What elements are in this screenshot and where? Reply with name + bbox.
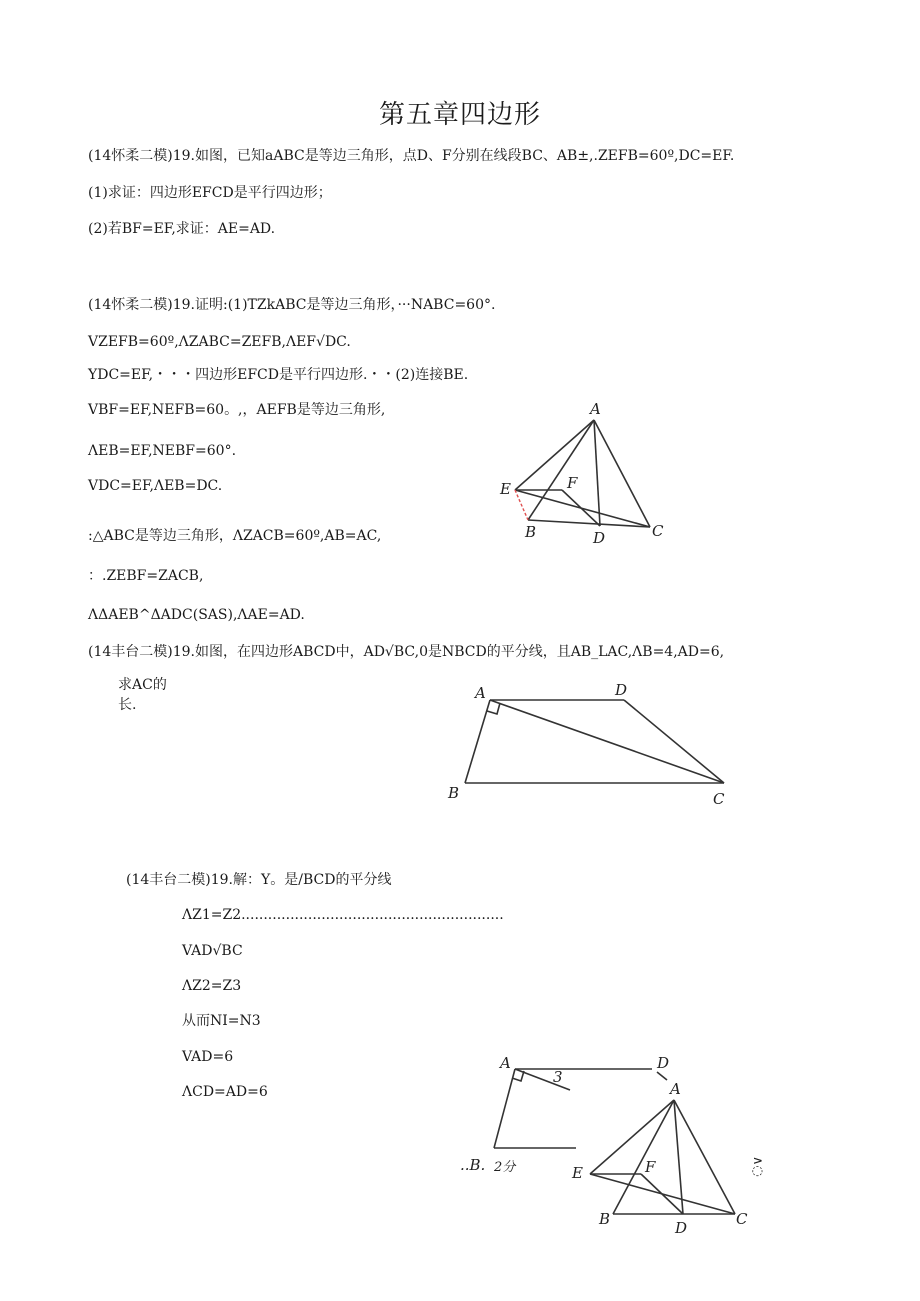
problem1-question: (14怀柔二模)19.如图，已知aABC是等边三角形，点D、F分别在线段BC、AB±,.ZEFB=60º,DC=EF.	[88, 148, 735, 164]
fig3-tri-ad	[674, 1100, 683, 1214]
solution1-line: YDC=EF,・・・四边形EFCD是平行四边形.・・(2)连接BE.	[88, 367, 469, 383]
solution1-line: :△ABC是等边三角形，ΛZACB=60º,AB=AC,	[88, 528, 382, 544]
fig3-right-angle-mark	[512, 1071, 524, 1081]
fig3-tri-fd	[641, 1174, 683, 1214]
solution1-line: VDC=EF,ΛEB=DC.	[88, 478, 223, 494]
fig3-tri-ec	[590, 1174, 735, 1214]
fig1-label-a: A	[590, 400, 601, 418]
fig1-label-b: B	[525, 523, 537, 541]
fig3-label-e: E	[572, 1164, 583, 1182]
fig2-diagonal-ac	[490, 700, 724, 783]
fig1-label-c: C	[652, 522, 664, 540]
fig3-trap-tick	[515, 1069, 570, 1090]
fig1-line-ae	[515, 420, 594, 490]
solution1-line: ΛEB=EF,NEBF=60°.	[88, 443, 237, 459]
fig3-label-b-trap: ..B.	[460, 1156, 486, 1174]
fig1-side-ac	[594, 420, 650, 527]
fig1-line-ec	[515, 490, 650, 527]
fig1-dashed-eb	[515, 490, 528, 520]
fig3-label-d-trap: D	[657, 1054, 670, 1072]
fig3-label-b-tri: B	[599, 1210, 611, 1228]
fig1-label-d: D	[593, 529, 606, 547]
fig3-trap-ab	[494, 1069, 515, 1148]
fig1-label-e: E	[500, 480, 511, 498]
fig2-label-b: B	[448, 784, 460, 802]
fig1-line-ad	[594, 420, 600, 526]
fig2-label-c: C	[713, 790, 725, 808]
fig3-side-mark: ∧◌	[750, 1156, 765, 1177]
fig3-tri-ae	[590, 1100, 674, 1174]
fig1-side-bc	[528, 520, 650, 527]
fig3-tri-ac	[674, 1100, 735, 1214]
fig2-label-d: D	[615, 681, 628, 699]
problem2-question-cont: 长.	[118, 697, 137, 713]
problem2-question: (14丰台二模)19.如图，在四边形ABCD中，AD√BC,0是NBCD的平分线，且AB_LAC,ΛB=4,AD=6,	[88, 644, 725, 660]
fig2-side-dc	[624, 700, 724, 783]
solution2-line: VAD=6	[182, 1049, 234, 1065]
solution2-line: 从而NI=N3	[182, 1013, 261, 1029]
fig3-label-d-tri: D	[675, 1219, 688, 1237]
problem1-part2: (2)若BF=EF,求证：AE=AD.	[88, 221, 276, 237]
fig3-label-2fen: 2分	[494, 1160, 516, 1175]
fig3-label-a-tri: A	[670, 1080, 681, 1098]
solution2-header: (14丰台二模)19.解：Y。是/BCD的平分线	[126, 872, 392, 888]
fig1-line-fd	[562, 490, 600, 526]
fig3-label-f: F	[645, 1158, 656, 1176]
solution2-line: ΛZ2=Z3	[182, 978, 242, 994]
fig3-label-c: C	[736, 1210, 748, 1228]
solution1-line: (14怀柔二模)19.证明:(1)TZkABC是等边三角形，···NABC=60°.	[88, 297, 496, 313]
fig2-side-ab	[465, 700, 490, 783]
fig1-side-ab	[528, 420, 594, 520]
fig2-right-angle-mark	[487, 703, 500, 714]
page-title: 第五章四边形	[378, 100, 541, 130]
fig3-label-3: 3	[553, 1068, 563, 1086]
solution2-line: ΛZ1=Z2...........................................................	[182, 907, 504, 923]
solution1-line: ΛΔAEB^ΔADC(SAS),ΛAE=AD.	[88, 607, 305, 623]
problem1-part1: (1)求证：四边形EFCD是平行四边形；	[88, 185, 332, 201]
solution2-line: VAD√BC	[182, 943, 243, 959]
fig1-label-f: F	[567, 474, 578, 492]
problem2-question-cont: 求AC的	[118, 677, 167, 693]
fig3-d-mark	[657, 1072, 667, 1080]
solution1-line: ：.ZEBF=ZACB,	[88, 568, 204, 584]
solution1-line: VZEFB=60º,ΛZABC=ZEFB,ΛEF√DC.	[88, 334, 351, 350]
fig2-label-a: A	[475, 684, 486, 702]
fig3-label-a-trap: A	[500, 1054, 511, 1072]
solution2-line: ΛCD=AD=6	[182, 1084, 268, 1100]
fig3-tri-ab	[613, 1100, 674, 1214]
solution1-line: VBF=EF,NEFB=60。,，AEFB是等边三角形,	[88, 402, 386, 418]
